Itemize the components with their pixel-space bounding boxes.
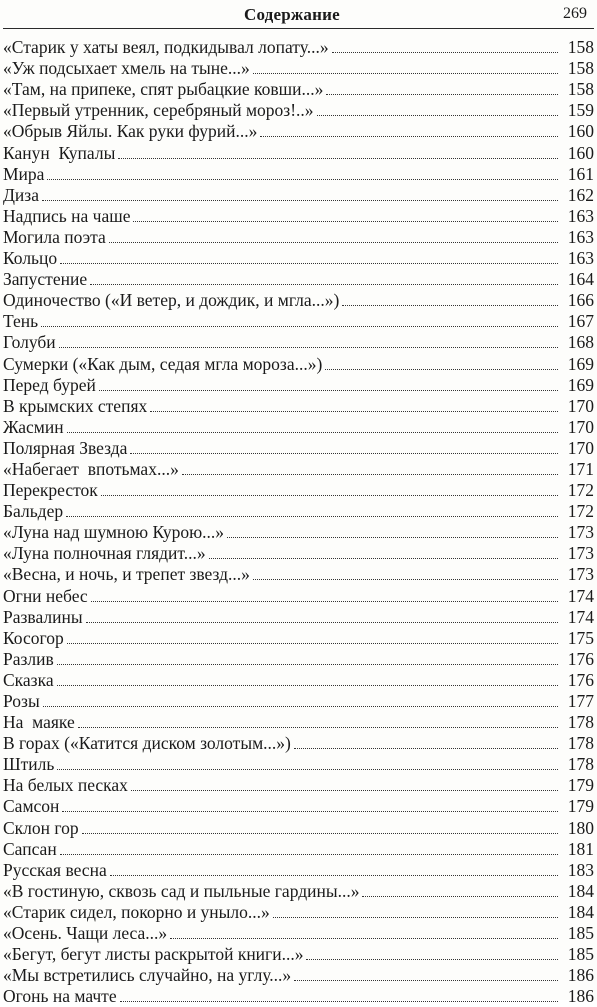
toc-entry-page: 184 [567, 901, 594, 922]
toc-entry-title: Одиночество («И ветер, и дождик, и мгла...») [3, 290, 340, 311]
toc-dot-leader [42, 200, 558, 201]
toc-dot-leader [43, 706, 558, 707]
toc-entry [3, 986, 594, 1007]
toc-entry-page: 163 [567, 248, 594, 269]
toc-entry-title: «Весна, и ночь, и трепет звезд...» [3, 564, 250, 585]
toc-entry-title: Надпись на чаше [3, 205, 131, 226]
toc-entry [3, 965, 594, 986]
toc-dot-leader [170, 938, 558, 939]
toc-entry-page: 174 [567, 585, 594, 606]
toc-entry-title: Сумерки («Как дым, седая мгла мороза...») [3, 353, 323, 374]
toc-entry-title: На белых песках [3, 775, 128, 796]
toc-entry [3, 164, 594, 185]
toc-dot-leader [47, 179, 558, 180]
toc-entry [3, 564, 594, 585]
table-of-contents [3, 37, 594, 1007]
toc-dot-leader [67, 643, 558, 644]
toc-entry-title: Мира [3, 163, 45, 184]
toc-entry-title: Огни небес [3, 585, 88, 606]
toc-entry [3, 817, 594, 838]
toc-entry [3, 206, 594, 227]
toc-dot-leader [86, 622, 558, 623]
toc-entry-page: 173 [567, 564, 594, 585]
toc-entry-title: В горах («Катится диском золотым...») [3, 733, 291, 754]
toc-dot-leader [109, 242, 558, 243]
toc-entry-title: «Старик сидел, покорно и уныло...» [3, 901, 270, 922]
toc-entry-page: 186 [567, 965, 594, 986]
toc-entry-page: 175 [567, 627, 594, 648]
toc-entry [3, 311, 594, 332]
toc-entry [3, 100, 594, 121]
toc-entry [3, 796, 594, 817]
toc-entry [3, 923, 594, 944]
toc-entry-page: 185 [567, 944, 594, 965]
toc-dot-leader [78, 727, 558, 728]
toc-dot-leader [60, 854, 558, 855]
toc-dot-leader [66, 516, 558, 517]
toc-entry [3, 227, 594, 248]
toc-entry [3, 396, 594, 417]
toc-entry-page: 161 [567, 163, 594, 184]
toc-entry-page: 174 [567, 606, 594, 627]
toc-entry-page: 173 [567, 522, 594, 543]
toc-entry [3, 881, 594, 902]
toc-entry-page: 171 [567, 458, 594, 479]
toc-entry-title: Голуби [3, 332, 56, 353]
toc-dot-leader [57, 769, 558, 770]
toc-entry-title: Розы [3, 691, 40, 711]
toc-entry-page: 160 [567, 121, 594, 142]
toc-entry-page: 176 [567, 648, 594, 669]
toc-dot-leader [326, 94, 558, 95]
toc-entry-title: «Луна над шумною Курою...» [3, 522, 225, 543]
toc-entry [3, 37, 594, 58]
toc-entry-title: «Луна полночная глядит...» [3, 543, 206, 564]
toc-entry [3, 185, 594, 206]
toc-dot-leader [342, 305, 558, 306]
toc-dot-leader [67, 432, 558, 433]
toc-entry-page: 158 [567, 58, 594, 79]
toc-dot-leader [99, 390, 558, 391]
toc-entry-page: 176 [567, 669, 594, 690]
toc-entry [3, 501, 594, 522]
toc-entry [3, 543, 594, 564]
toc-entry-page: 166 [567, 290, 594, 311]
toc-dot-leader [317, 115, 558, 116]
toc-dot-leader [131, 790, 558, 791]
toc-dot-leader [118, 158, 558, 159]
toc-entry-title: Развалины [3, 606, 83, 627]
toc-entry [3, 775, 594, 796]
page-header [0, 0, 597, 30]
toc-entry-page: 180 [567, 817, 594, 838]
toc-entry-page: 163 [567, 205, 594, 226]
toc-entry [3, 839, 594, 860]
toc-entry-page: 172 [567, 480, 594, 501]
toc-entry-page: 169 [567, 353, 594, 374]
toc-entry-page: 170 [567, 437, 594, 458]
toc-entry [3, 712, 594, 733]
toc-entry-title: Русская весна [3, 859, 107, 880]
toc-dot-leader [120, 1001, 558, 1002]
toc-entry-title: «Набегает впотьмах...» [3, 458, 179, 479]
toc-dot-leader [90, 284, 558, 285]
toc-entry [3, 607, 594, 628]
toc-entry-page: 184 [567, 880, 594, 901]
toc-entry-page: 183 [567, 859, 594, 880]
toc-entry [3, 438, 594, 459]
toc-dot-leader [57, 685, 558, 686]
toc-dot-leader [273, 917, 558, 918]
toc-entry-page: 185 [567, 923, 594, 944]
toc-entry-title: «Первый утренник, серебряный мороз!..» [3, 100, 314, 121]
toc-entry-page: 170 [567, 416, 594, 437]
toc-entry-page: 178 [567, 733, 594, 754]
toc-entry-title: Штиль [3, 754, 55, 775]
header-divider [3, 28, 594, 29]
toc-entry-title: «Мы встретились случайно, на углу...» [3, 965, 292, 986]
toc-dot-leader [325, 369, 558, 370]
toc-entry-title: Бальдер [3, 501, 64, 522]
toc-entry [3, 79, 594, 100]
toc-entry-page: 172 [567, 501, 594, 522]
toc-entry-title: «Обрыв Яйлы. Как руки фурий...» [3, 121, 258, 142]
toc-dot-leader [227, 537, 558, 538]
toc-dot-leader [209, 558, 558, 559]
toc-entry [3, 754, 594, 775]
toc-entry-title: «Бегут, бегут листы раскрытой книги...» [3, 944, 304, 965]
toc-entry-title: Огонь на мачте [3, 986, 117, 1007]
toc-entry [3, 944, 594, 965]
toc-dot-leader [362, 896, 558, 897]
toc-entry [3, 417, 594, 438]
page-number: 269 [563, 5, 587, 22]
toc-entry-page: 170 [567, 395, 594, 416]
toc-entry-title: Перекресток [3, 480, 98, 501]
toc-entry-title: Запустение [3, 269, 88, 290]
toc-entry [3, 353, 594, 374]
toc-entry [3, 480, 594, 501]
toc-entry [3, 585, 594, 606]
toc-dot-leader [62, 811, 558, 812]
toc-dot-leader [133, 221, 558, 222]
toc-entry [3, 290, 594, 311]
toc-entry-page: 178 [567, 754, 594, 775]
toc-dot-leader [82, 833, 558, 834]
toc-dot-leader [60, 263, 558, 264]
toc-entry-page: 167 [567, 311, 594, 332]
toc-entry-page: 168 [567, 332, 594, 353]
toc-entry [3, 459, 594, 480]
toc-entry-title: Разлив [3, 648, 54, 669]
toc-entry-title: Самсон [3, 796, 60, 817]
toc-entry [3, 670, 594, 691]
toc-entry-page: 186 [567, 986, 594, 1007]
toc-entry-title: В крымских степях [3, 395, 148, 416]
toc-entry-title: «В гостиную, сквозь сад и пыльные гардины...» [3, 880, 360, 901]
toc-dot-leader [306, 959, 558, 960]
toc-entry-title: «Осень. Чащи леса...» [3, 923, 168, 944]
toc-entry-title: Жасмин [3, 416, 64, 437]
toc-entry-title: «Там, на припеке, спят рыбацкие ковши...» [3, 79, 324, 100]
toc-entry [3, 269, 594, 290]
toc-dot-leader [41, 326, 558, 327]
toc-entry-page: 179 [567, 796, 594, 817]
toc-dot-leader [182, 474, 558, 475]
toc-entry-page: 181 [567, 838, 594, 859]
toc-entry-title: Канун Купалы [3, 142, 116, 163]
toc-entry-page: 159 [567, 100, 594, 121]
toc-dot-leader [294, 980, 558, 981]
toc-entry-title: На маяке [3, 712, 75, 733]
toc-dot-leader [110, 875, 558, 876]
toc-entry [3, 649, 594, 670]
toc-entry-page: 163 [567, 226, 594, 247]
toc-entry-page: 158 [567, 37, 594, 58]
toc-entry-title: Могила поэта [3, 226, 106, 247]
toc-dot-leader [332, 52, 558, 53]
toc-entry-page: 162 [567, 184, 594, 205]
toc-entry-title: Тень [3, 311, 39, 332]
toc-dot-leader [294, 748, 558, 749]
toc-entry [3, 142, 594, 163]
toc-entry [3, 332, 594, 353]
toc-entry-title: «Старик у хаты веял, подкидывал лопату...» [3, 37, 329, 58]
toc-dot-leader [91, 601, 558, 602]
toc-entry-title: Косогор [3, 627, 64, 648]
toc-entry [3, 860, 594, 881]
toc-entry-title: Полярная Звезда [3, 437, 128, 458]
toc-entry [3, 121, 594, 142]
toc-entry [3, 248, 594, 269]
page-title: Содержание [244, 5, 340, 24]
toc-entry-page: 164 [567, 269, 594, 290]
toc-entry-page: 177 [567, 691, 594, 711]
toc-entry-page: 179 [567, 775, 594, 796]
toc-dot-leader [253, 579, 558, 580]
toc-dot-leader [130, 453, 558, 454]
toc-dot-leader [260, 136, 558, 137]
toc-entry [3, 733, 594, 754]
toc-dot-leader [101, 495, 558, 496]
toc-dot-leader [253, 73, 558, 74]
toc-entry-title: Сказка [3, 669, 54, 690]
toc-dot-leader [150, 411, 558, 412]
toc-entry [3, 902, 594, 923]
toc-entry-title: Диза [3, 184, 39, 205]
toc-entry [3, 375, 594, 396]
toc-entry [3, 522, 594, 543]
toc-entry-title: Сапсан [3, 838, 57, 859]
toc-entry-page: 173 [567, 543, 594, 564]
toc-entry-page: 160 [567, 142, 594, 163]
toc-entry-page: 158 [567, 79, 594, 100]
toc-entry [3, 628, 594, 649]
toc-entry-title: Склон гор [3, 817, 79, 838]
toc-dot-leader [59, 347, 558, 348]
toc-entry [3, 58, 594, 79]
toc-entry [3, 691, 594, 712]
toc-entry-page: 169 [567, 374, 594, 395]
toc-entry-page: 178 [567, 712, 594, 733]
toc-entry-title: «Уж подсыхает хмель на тыне...» [3, 58, 250, 79]
toc-dot-leader [57, 664, 558, 665]
toc-entry-title: Кольцо [3, 248, 58, 269]
toc-entry-title: Перед бурей [3, 374, 96, 395]
